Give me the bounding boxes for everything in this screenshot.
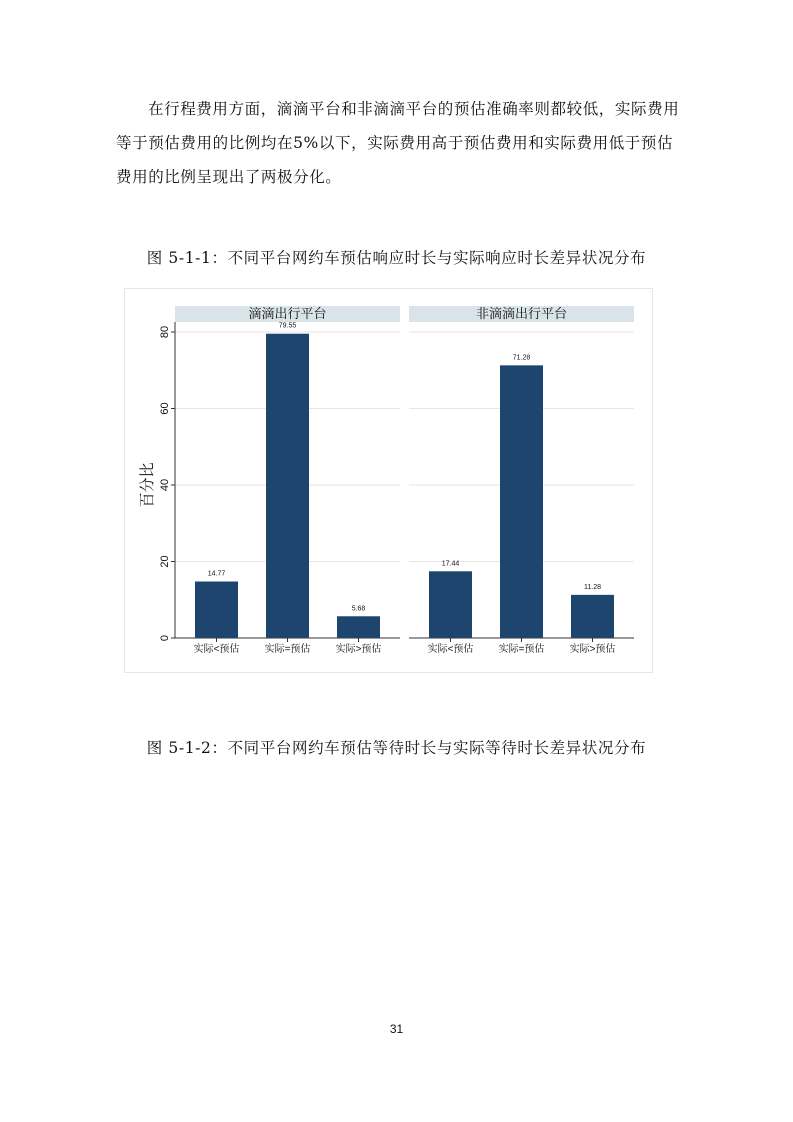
y-axis-title: 百分比 [139, 462, 156, 508]
bar [429, 571, 472, 638]
bar [195, 582, 238, 638]
bar-value-label: 11.28 [584, 583, 601, 591]
bar [337, 616, 380, 638]
y-tick-label: 20 [158, 555, 171, 568]
y-tick-label: 60 [158, 402, 171, 415]
page-number: 31 [389, 1022, 404, 1036]
figure-caption-2: 图 5-1-2：不同平台网约车预估等待时长与实际等待时长差异状况分布 [146, 739, 647, 757]
panel-title: 滴滴出行平台 [248, 306, 327, 321]
x-tick-label: 实际>预估 [335, 644, 382, 655]
bar-value-label: 17.44 [441, 560, 460, 568]
bar [266, 334, 309, 638]
figure-caption-1: 图 5-1-1：不同平台网约车预估响应时长与实际响应时长差异状况分布 [146, 249, 647, 267]
bar-value-label: 5.68 [351, 605, 366, 613]
x-tick-label: 实际<预估 [193, 644, 240, 655]
y-tick-label: 40 [158, 478, 171, 492]
y-tick-label: 0 [158, 634, 171, 642]
x-tick-label: 实际<预估 [427, 644, 474, 655]
bar-value-label: 14.77 [207, 570, 226, 578]
y-tick-label: 80 [158, 325, 171, 339]
x-tick-label: 实际=预估 [264, 644, 311, 655]
paragraph-text: 在行程费用方面，滴滴平台和非滴滴平台的预估准确率则都较低，实际费用等于预估费用的比例均在5%以下，实际费用高于预估费用和实际费用低于预估费用的比例呈现出了两极分化。 [116, 100, 680, 186]
bar [571, 595, 614, 638]
x-tick-label: 实际>预估 [569, 644, 616, 655]
bar [500, 365, 543, 638]
x-tick-label: 实际=预估 [498, 644, 545, 655]
bar-value-label: 79.55 [278, 322, 297, 330]
bar-value-label: 71.28 [512, 354, 531, 362]
panel-title: 非滴滴出行平台 [475, 306, 568, 321]
